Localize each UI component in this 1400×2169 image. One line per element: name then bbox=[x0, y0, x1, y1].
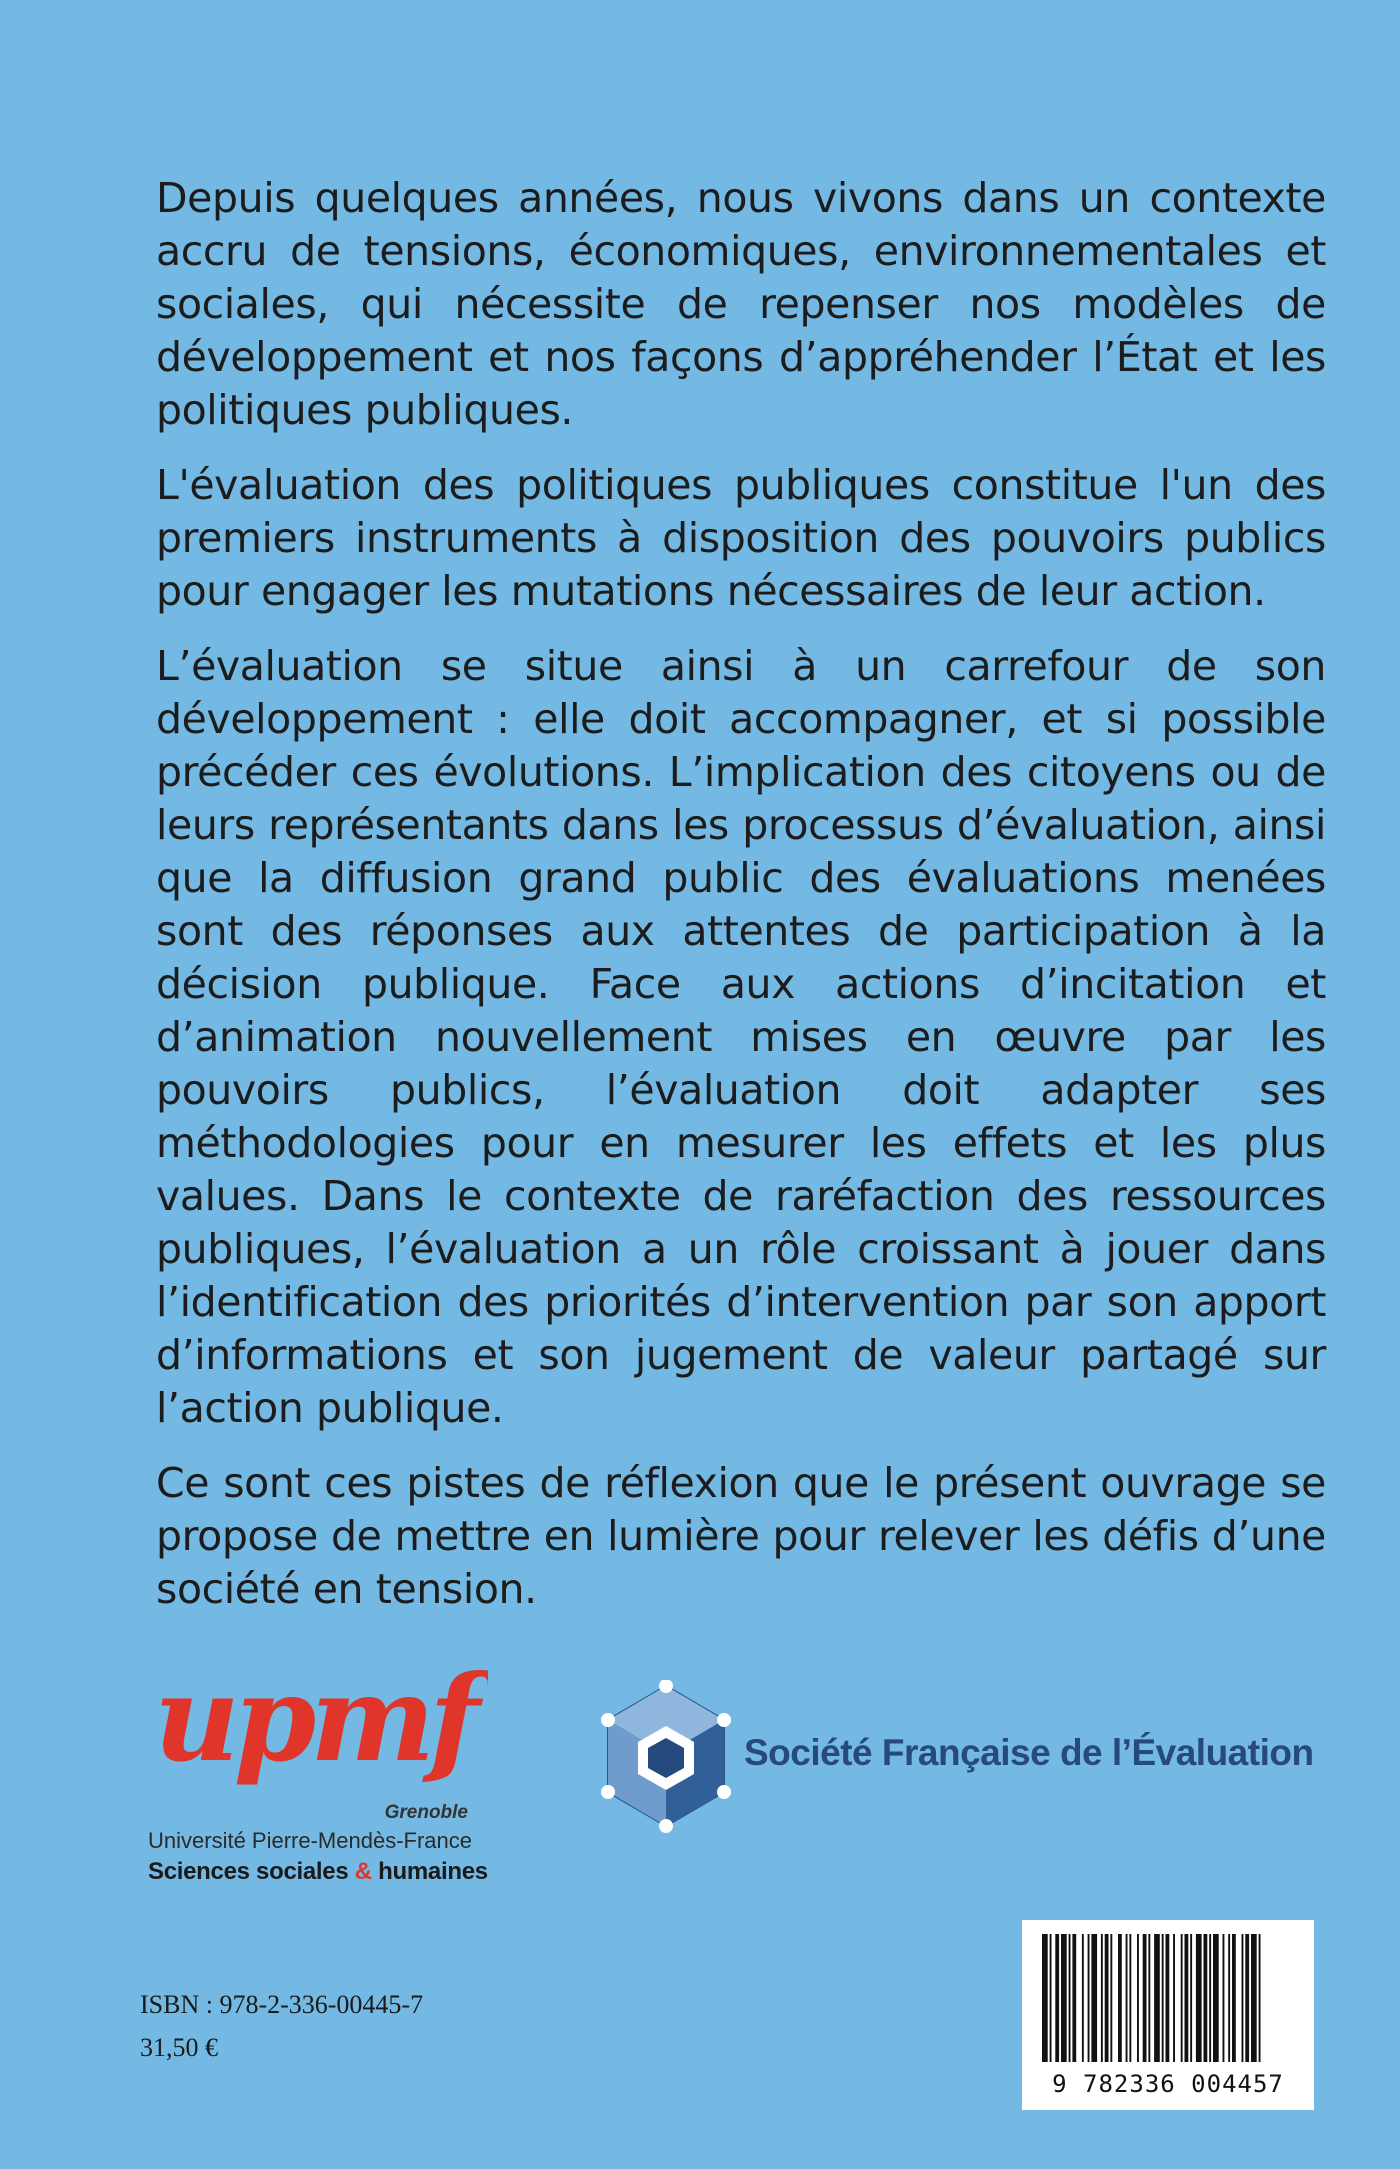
barcode-bar bbox=[1101, 1934, 1103, 2062]
barcode-bar bbox=[1061, 1934, 1067, 2062]
paragraph-2: L'évaluation des politiques publiques constitue l'un des premiers instruments à disposition des pouvoirs publics pour engager les mutations nécessaires de leur action. bbox=[156, 461, 1326, 615]
barcode-bar bbox=[1137, 1934, 1139, 2062]
barcode-bar bbox=[1223, 1934, 1225, 2062]
barcode-bar bbox=[1110, 1934, 1112, 2062]
upmf-logo bbox=[148, 1630, 488, 1900]
barcode-bar bbox=[1118, 1934, 1122, 2062]
upmf-faculty-a: Sciences sociales bbox=[148, 1858, 355, 1885]
barcode-digits: 9 782336 004457 bbox=[1052, 2070, 1284, 2098]
barcode-bar bbox=[1181, 1934, 1183, 2062]
barcode-icon bbox=[1022, 1920, 1314, 2070]
barcode-bar bbox=[1251, 1934, 1257, 2062]
barcode-bar bbox=[1204, 1934, 1208, 2062]
upmf-university: Université Pierre-Mendès-France bbox=[148, 1828, 472, 1853]
barcode-bar bbox=[1126, 1934, 1128, 2062]
barcode-bar bbox=[1173, 1934, 1175, 2062]
upmf-mark-text: upmf bbox=[154, 1649, 474, 1788]
barcode-bar bbox=[1245, 1934, 1249, 2062]
barcode-bar bbox=[1069, 1934, 1071, 2062]
paragraph-1: Depuis quelques années, nous vivons dans un contexte accru de tensions, économiques, environnementales et sociales, qui nécessite de repenser nos modèles de développement et nos façons d’appréhender l’État et les politiques publiques. bbox=[156, 174, 1326, 434]
barcode-bar bbox=[1154, 1934, 1160, 2062]
paragraph-4: Ce sont ces pistes de réflexion que le présent ouvrage se propose de mettre en lumière pour relever les défis d’une société en tension. bbox=[156, 1459, 1326, 1613]
barcode-bar bbox=[1082, 1934, 1084, 2062]
barcode-bar bbox=[1242, 1934, 1244, 2062]
sfe-logo bbox=[596, 1680, 1336, 1840]
barcode-bar bbox=[1091, 1934, 1097, 2062]
upmf-faculty-amp: & bbox=[354, 1858, 372, 1885]
isbn: ISBN : 978-2-336-00445-7 bbox=[140, 1990, 424, 2019]
hexagon-cube-icon bbox=[596, 1680, 736, 1840]
barcode-bar bbox=[1162, 1934, 1164, 2062]
barcode-bar bbox=[1148, 1934, 1150, 2062]
barcode-bar bbox=[1196, 1934, 1202, 2062]
barcode-bar bbox=[1190, 1934, 1192, 2062]
barcode-bar bbox=[1259, 1934, 1261, 2062]
barcode bbox=[1022, 1920, 1314, 2110]
barcode-bar bbox=[1105, 1934, 1109, 2062]
upmf-city: Grenoble bbox=[384, 1802, 468, 1823]
barcode-bar bbox=[1072, 1934, 1076, 2062]
barcode-bar bbox=[1050, 1934, 1052, 2062]
barcode-bar bbox=[1143, 1934, 1147, 2062]
upmf-faculty bbox=[148, 1858, 488, 1886]
upmf-faculty-b: humaines bbox=[371, 1858, 488, 1885]
barcode-bar bbox=[1129, 1934, 1131, 2062]
barcode-bar bbox=[1055, 1934, 1059, 2062]
barcode-bar bbox=[1232, 1934, 1236, 2062]
paragraph-3: L’évaluation se situe ainsi à un carrefour de son développement : elle doit accompagner, et si possible précéder ces évolutions. L’implication des citoyens ou de leurs représentants dans les processus d’évaluation, ainsi que la diffusion grand public des évaluations menées sont des réponses aux attentes de participation à la décision publique. Face aux actions d’incitation et d’animation nouvellement mises en œuvre par les pouvoirs publics, l’évaluation doit adapter ses méthodologies pour en mesurer les effets et les plus values. Dans le contexte de raréfaction des ressources publiques, l’évaluation a un rôle croissant à jouer dans l’identification des priorités d’intervention par son apport d’informations et son jugement de valeur partagé sur l’action publique. bbox=[156, 642, 1326, 1432]
barcode-bar bbox=[1228, 1934, 1230, 2062]
barcode-bar bbox=[1185, 1934, 1189, 2062]
upmf-wordmark bbox=[148, 1630, 488, 1810]
barcode-bar bbox=[1088, 1934, 1090, 2062]
sfe-name: Société Française de l’Évaluation bbox=[744, 1732, 1314, 1773]
back-cover-text bbox=[156, 172, 1326, 1638]
price: 31,50 € bbox=[140, 2033, 218, 2062]
barcode-bar bbox=[1213, 1934, 1219, 2062]
barcode-bar bbox=[1209, 1934, 1211, 2062]
barcode-bar bbox=[1166, 1934, 1170, 2062]
barcode-bar bbox=[1042, 1934, 1048, 2062]
